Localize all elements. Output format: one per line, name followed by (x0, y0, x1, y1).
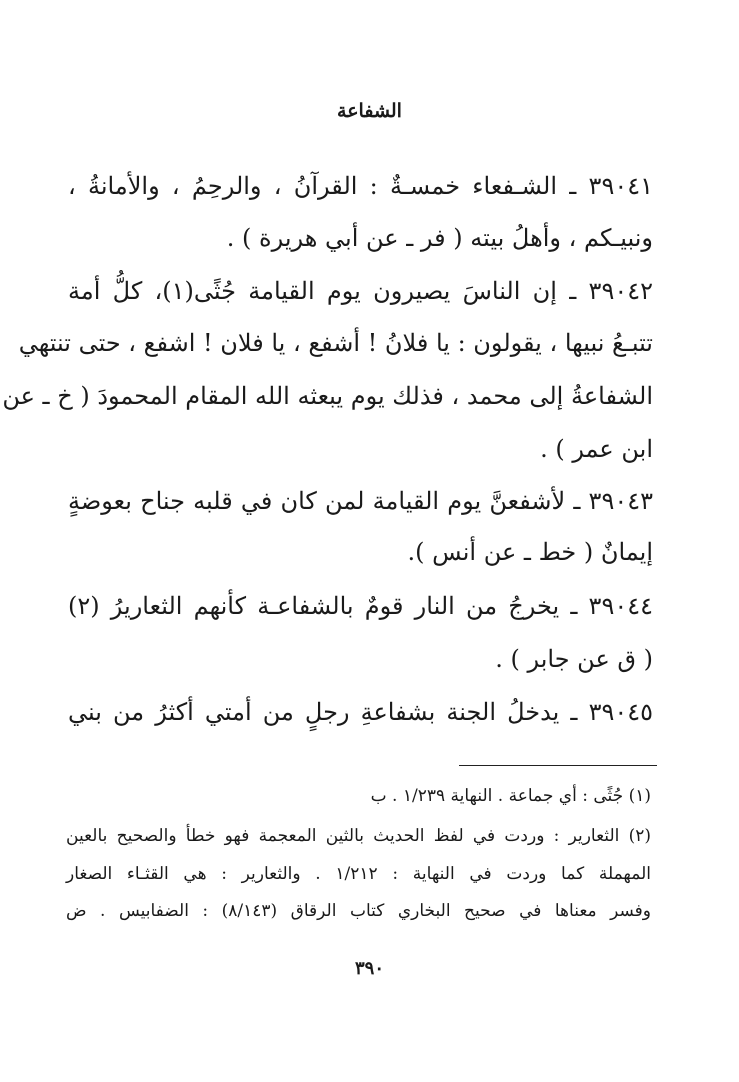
hadith-line: ٣٩٠٤٥ ـ يدخلُ الجنة بشفاعةِ رجلٍ من أمتي أكثرُ من بني (68, 698, 654, 726)
page-number: ٣٩٠ (354, 958, 384, 979)
hadith-line: ٣٩٠٤١ ـ الشـفعاء خمسـةٌ : القرآنُ ، والرحِمُ ، والأمانةُ ، (68, 172, 653, 200)
footnote-separator (459, 765, 657, 766)
hadith-line: ابن عمر ) . (540, 435, 653, 463)
hadith-line: إيمانٌ ( خط ـ عن أنس ). (407, 538, 653, 566)
hadith-line: ٣٩٠٤٤ ـ يخرجُ من النار قومٌ بالشفاعـة كأنهم الثعاريرُ (٢) (68, 592, 653, 620)
footnote-line: (٢) الثعارير : وردت في لفظ الحديث بالثين المعجمة فهو خطأ والصحيح بالعين (66, 826, 651, 846)
hadith-line: ٣٩٠٤٣ ـ لأشفعنَّ يوم القيامة لمن كان في قلبه جناح بعوضةٍ (68, 487, 653, 515)
page-header: الشفاعة (337, 100, 402, 122)
hadith-line: تتبـعُ نبيها ، يقولون : يا فلانُ ! أشفع ، يا فلان ! اشفع ، حتى تنتهي (18, 329, 653, 357)
hadith-line: ونبيـكم ، وأهلُ بيته ( فر ـ عن أبي هريرة ) . (226, 224, 653, 252)
hadith-line: ( ق عن جابر ) . (495, 645, 653, 673)
footnote-line: المهملة كما وردت في النهاية : ١/٢١٢ . والثعارير : هي القثـاء الصغار (66, 864, 651, 884)
footnote-line: (١) جُثًى : أي جماعة . النهاية ١/٢٣٩ . ب (370, 786, 651, 806)
hadith-line: الشفاعةُ إلى محمد ، فذلك يوم يبعثه الله المقام المحمودَ ( خ ـ عن (2, 382, 653, 410)
hadith-line: ٣٩٠٤٢ ـ إن الناسَ يصيرون يوم القيامة جُثًى(١)، كلُّ أمة (68, 277, 653, 305)
footnote-line: وفسر معناها في صحيح البخاري كتاب الرقاق (٨/١٤٣) : الضفابيس . ض (66, 901, 652, 921)
